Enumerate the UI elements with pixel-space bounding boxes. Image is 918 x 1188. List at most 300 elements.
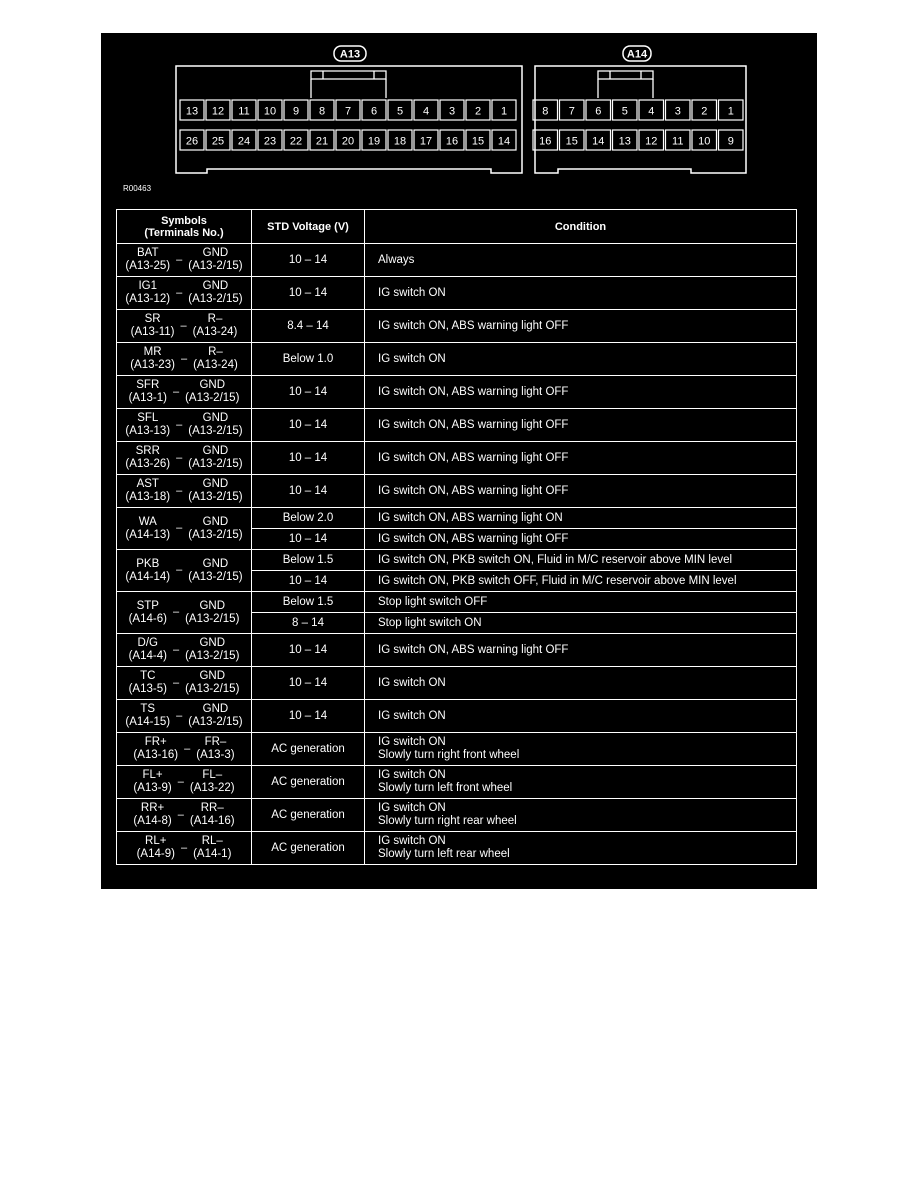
symbol-positive-name: FL+ <box>142 769 163 781</box>
symbol-negative <box>188 280 242 306</box>
symbol-positive-name: AST <box>136 478 159 490</box>
table-row <box>117 733 797 766</box>
connector-a14-pin-label: 12 <box>645 135 658 148</box>
symbol-negative-terminal: (A13-2/15) <box>188 491 243 503</box>
symbol-negative-terminal: (A13-2/15) <box>188 458 243 470</box>
symbol-negative-name: GND <box>202 280 229 292</box>
connector-a13-latch <box>311 71 386 79</box>
connector-a14-pin-label: 1 <box>727 105 734 118</box>
symbol-negative <box>188 247 242 273</box>
symbol-cell <box>117 310 252 343</box>
symbol-positive-terminal: (A14-8) <box>133 815 172 827</box>
symbol-positive-name: SR <box>144 313 161 325</box>
voltage-cell: 8.4 – 14 <box>252 310 365 343</box>
symbol-pair <box>117 670 251 696</box>
condition-line: Stop light switch OFF <box>378 595 488 608</box>
voltage-cell: AC generation <box>252 832 365 865</box>
condition-cell <box>365 667 797 700</box>
connector-a14-pin-label: 7 <box>568 105 575 118</box>
condition-line: IG switch ON, ABS warning light OFF <box>378 319 569 332</box>
symbol-negative-terminal: (A14-16) <box>189 815 235 827</box>
symbol-negative-name: GND <box>202 412 229 424</box>
symbol-positive-terminal: (A13-9) <box>133 782 172 794</box>
table-row <box>117 766 797 799</box>
table-row <box>117 700 797 733</box>
symbol-positive <box>133 802 171 828</box>
symbol-dash: – <box>180 841 188 854</box>
symbol-negative-name: FL– <box>202 769 223 781</box>
connector-a14-pin-label: 2 <box>701 105 708 118</box>
connector-a14 <box>533 46 746 173</box>
connector-a13-pin-label: 15 <box>471 135 485 148</box>
condition-cell <box>365 634 797 667</box>
symbol-positive <box>125 412 170 438</box>
connector-a13-pin-label: 16 <box>445 135 459 148</box>
symbol-positive <box>131 313 175 339</box>
symbol-negative-terminal: (A13-2/15) <box>188 570 243 583</box>
symbol-negative-name: GND <box>202 247 229 259</box>
symbol-pair <box>117 313 251 339</box>
table-row <box>117 508 797 529</box>
connector-a13-pin-label: 9 <box>292 105 300 118</box>
connector-diagram <box>101 33 817 203</box>
symbol-positive-name: MR <box>143 346 162 358</box>
header-voltage: STD Voltage (V) <box>252 210 365 244</box>
symbol-dash: – <box>176 522 183 534</box>
symbol-cell <box>117 376 252 409</box>
symbol-negative-terminal: (A13-2/15) <box>185 392 240 404</box>
voltage-cell: 10 – 14 <box>252 634 365 667</box>
symbol-pair <box>117 802 251 828</box>
symbol-positive <box>129 637 167 663</box>
connector-a14-pin-label: 8 <box>542 105 549 118</box>
connector-a14-pin-label: 5 <box>621 105 628 118</box>
symbol-negative <box>196 736 234 762</box>
symbol-negative-terminal: (A13-2/15) <box>188 260 243 272</box>
symbol-cell <box>117 700 252 733</box>
condition-line: IG switch ON <box>378 769 446 781</box>
symbol-negative-name: RR– <box>200 802 224 814</box>
symbol-negative-name: GND <box>202 557 229 570</box>
table-row <box>117 634 797 667</box>
symbol-positive <box>125 478 170 504</box>
symbol-negative <box>188 412 242 438</box>
connector-a13-label: A13 <box>339 48 361 61</box>
voltage-cell: AC generation <box>252 733 365 766</box>
symbol-positive <box>133 769 171 795</box>
symbol-negative <box>193 835 231 861</box>
header-symbols-sub: (Terminals No.) <box>144 226 224 239</box>
symbol-cell <box>117 733 252 766</box>
connector-a13-pin-label: 21 <box>315 135 329 148</box>
voltage-cell: Below 1.5 <box>252 592 365 613</box>
symbol-positive <box>125 703 170 729</box>
condition-line: IG switch ON <box>378 835 446 847</box>
table-row <box>117 442 797 475</box>
symbol-pair <box>117 558 251 584</box>
symbol-pair <box>117 412 251 438</box>
symbol-dash: – <box>176 418 183 431</box>
symbol-negative-terminal: (A13-22) <box>189 782 235 794</box>
connector-a14-pin-label: 10 <box>698 135 711 148</box>
connector-a13-pin-label: 12 <box>211 105 225 118</box>
symbol-cell <box>117 799 252 832</box>
symbol-pair <box>117 703 251 729</box>
symbol-dash: – <box>177 808 184 821</box>
condition-line: IG switch ON <box>378 736 446 748</box>
connector-a13-pin-label: 26 <box>185 135 199 148</box>
symbol-positive-terminal: (A14-14) <box>125 570 171 583</box>
voltage-cell: 10 – 14 <box>252 277 365 310</box>
symbol-negative <box>188 558 242 584</box>
condition-cell <box>365 409 797 442</box>
condition-cell <box>365 799 797 832</box>
connector-a13-pin-label: 2 <box>474 105 482 118</box>
connector-a13 <box>176 46 522 173</box>
symbol-positive-name: IG1 <box>138 280 158 292</box>
symbol-pair <box>117 516 251 542</box>
symbol-positive <box>129 379 167 405</box>
symbol-pair <box>117 445 251 471</box>
table-row <box>117 667 797 700</box>
connector-a14-pin-label: 9 <box>727 135 734 148</box>
symbol-cell <box>117 832 252 865</box>
condition-cell <box>365 277 797 310</box>
symbol-positive-name: FR+ <box>144 736 167 748</box>
symbol-negative-name: RL– <box>201 835 223 847</box>
symbol-positive-terminal: (A14-6) <box>128 612 167 625</box>
condition-line: IG switch ON, ABS warning light OFF <box>378 484 569 497</box>
condition-line: IG switch ON, PKB switch OFF, Fluid in M/C reservoir above MIN level <box>378 574 737 587</box>
condition-line: IG switch ON, ABS warning light OFF <box>378 643 569 656</box>
symbol-positive <box>125 516 170 542</box>
connector-a13-pin-label: 13 <box>185 105 199 118</box>
condition-line: Slowly turn right front wheel <box>378 749 520 761</box>
symbol-cell <box>117 343 252 376</box>
symbol-cell <box>117 550 252 592</box>
connector-a14-pin-label: 16 <box>539 135 552 148</box>
symbol-cell <box>117 475 252 508</box>
condition-line: Slowly turn left rear wheel <box>378 848 510 860</box>
condition-cell <box>365 343 797 376</box>
symbol-pair <box>117 280 251 306</box>
table-row <box>117 310 797 343</box>
symbol-positive-terminal: (A13-13) <box>125 425 171 437</box>
connector-a14-pin-label: 15 <box>565 135 578 148</box>
symbol-positive <box>125 445 170 471</box>
symbol-negative-name: GND <box>199 379 226 391</box>
symbol-positive <box>133 736 178 762</box>
symbol-positive-terminal: (A14-4) <box>128 650 167 662</box>
table-row <box>117 799 797 832</box>
condition-line: Stop light switch ON <box>378 616 482 629</box>
symbol-positive-name: RL+ <box>145 835 167 847</box>
connector-a14-latch <box>598 71 653 79</box>
table-row <box>117 550 797 571</box>
condition-line: IG switch ON, ABS warning light OFF <box>378 385 569 398</box>
symbol-negative-terminal: (A13-3) <box>196 749 235 761</box>
symbol-negative-terminal: (A14-1) <box>193 848 232 860</box>
condition-line: IG switch ON <box>378 352 446 365</box>
symbol-negative-terminal: (A13-2/15) <box>185 650 240 662</box>
symbol-positive-terminal: (A13-1) <box>128 392 167 404</box>
connector-a14-pin-label: 14 <box>592 135 605 148</box>
symbol-negative <box>188 516 242 542</box>
symbol-positive-name: SFL <box>137 412 159 424</box>
connector-a13-pin-label: 4 <box>422 105 430 118</box>
voltage-cell: Below 1.0 <box>252 343 365 376</box>
symbol-dash: – <box>176 484 183 497</box>
voltage-cell: 10 – 14 <box>252 409 365 442</box>
connector-a13-pin-label: 1 <box>500 105 508 118</box>
symbol-dash: – <box>184 742 191 755</box>
symbol-pair <box>117 769 251 795</box>
condition-line: IG switch ON, ABS warning light OFF <box>378 532 569 545</box>
symbol-positive-name: RR+ <box>140 802 165 814</box>
condition-line: IG switch ON <box>378 709 446 722</box>
symbol-positive-terminal: (A14-9) <box>136 848 175 860</box>
connector-a13-pin-label: 18 <box>393 135 407 148</box>
table-row <box>117 409 797 442</box>
voltage-cell: 10 – 14 <box>252 442 365 475</box>
connector-a14-latch-rails <box>598 79 653 98</box>
voltage-cell: Below 1.5 <box>252 550 365 571</box>
symbol-positive-terminal: (A13-11) <box>130 326 175 338</box>
symbol-cell <box>117 766 252 799</box>
symbol-positive <box>125 247 170 273</box>
symbol-positive-terminal: (A14-13) <box>125 528 171 541</box>
symbol-positive-name: SRR <box>135 445 160 457</box>
voltage-cell: AC generation <box>252 799 365 832</box>
symbol-pair <box>117 637 251 663</box>
condition-line: IG switch ON <box>378 802 446 814</box>
voltage-cell: AC generation <box>252 766 365 799</box>
connector-a13-pin-label: 8 <box>318 105 326 118</box>
symbol-dash: – <box>176 564 183 576</box>
connector-a13-pin-label: 6 <box>370 105 378 118</box>
symbol-negative <box>193 346 238 372</box>
symbol-pair <box>117 736 251 762</box>
condition-line: IG switch ON, ABS warning light OFF <box>378 418 569 431</box>
voltage-cell: 10 – 14 <box>252 376 365 409</box>
symbol-negative-terminal: (A13-24) <box>192 326 238 338</box>
figure-code: R00463 <box>123 184 152 193</box>
symbol-negative-terminal: (A13-2/15) <box>188 293 243 305</box>
symbol-cell <box>117 409 252 442</box>
voltage-cell: 10 – 14 <box>252 529 365 550</box>
symbol-negative <box>190 769 235 795</box>
symbol-negative-name: GND <box>199 670 226 682</box>
connector-a13-pins <box>180 100 516 150</box>
header-condition: Condition <box>365 210 797 244</box>
symbol-negative-terminal: (A13-2/15) <box>188 528 243 541</box>
symbol-pair <box>117 346 251 372</box>
connector-a13-pin-label: 3 <box>448 105 456 118</box>
symbol-dash: – <box>172 606 180 618</box>
symbol-positive <box>130 346 175 372</box>
voltage-cell: 10 – 14 <box>252 571 365 592</box>
condition-cell <box>365 475 797 508</box>
condition-line: IG switch ON <box>378 286 446 299</box>
symbol-pair <box>117 835 251 861</box>
symbol-positive-name: TC <box>140 670 156 682</box>
connector-a13-pin-label: 23 <box>263 135 277 148</box>
symbol-negative <box>188 445 242 471</box>
condition-line: IG switch ON <box>378 676 446 689</box>
header-symbols-label: Symbols <box>161 214 207 227</box>
symbol-positive <box>129 670 167 696</box>
symbol-cell <box>117 244 252 277</box>
condition-cell <box>365 832 797 865</box>
symbol-dash: – <box>172 676 180 689</box>
symbol-negative-name: GND <box>202 703 229 715</box>
terminal-voltage-table <box>116 209 797 865</box>
symbol-dash: – <box>180 352 188 365</box>
symbol-cell <box>117 508 252 550</box>
symbol-negative-name: GND <box>202 445 229 457</box>
table-row <box>117 343 797 376</box>
symbol-positive-name: PKB <box>136 557 160 570</box>
table-row <box>117 376 797 409</box>
symbol-negative <box>188 478 242 504</box>
symbol-negative <box>185 379 239 405</box>
header-symbols <box>117 210 252 244</box>
symbol-positive-terminal: (A13-23) <box>130 359 175 371</box>
symbol-positive-name: D/G <box>137 637 158 649</box>
condition-cell <box>365 733 797 766</box>
connector-a13-pin-label: 22 <box>289 135 303 148</box>
symbol-positive-terminal: (A13-16) <box>133 749 179 761</box>
symbol-negative-name: GND <box>199 637 226 649</box>
condition-line: IG switch ON, ABS warning light OFF <box>378 451 569 464</box>
table-row <box>117 592 797 613</box>
condition-line: Slowly turn left front wheel <box>378 782 513 794</box>
symbol-cell <box>117 667 252 700</box>
symbol-positive-name: STP <box>136 599 159 612</box>
symbol-negative-terminal: (A13-2/15) <box>185 612 240 625</box>
symbol-negative-name: GND <box>199 599 226 612</box>
voltage-cell: 10 – 14 <box>252 667 365 700</box>
condition-cell <box>365 529 797 550</box>
symbol-negative <box>193 313 238 339</box>
symbol-negative <box>185 600 239 626</box>
symbol-cell <box>117 592 252 634</box>
symbol-positive-name: WA <box>138 515 157 528</box>
connector-a13-pin-label: 5 <box>396 105 404 118</box>
condition-line: Slowly turn right rear wheel <box>378 815 517 827</box>
symbol-positive-terminal: (A13-5) <box>128 683 167 695</box>
symbol-dash: – <box>176 253 183 266</box>
connector-a13-pin-label: 14 <box>497 135 511 148</box>
symbol-positive <box>125 280 170 306</box>
symbol-negative-name: FR– <box>204 736 227 748</box>
symbol-positive <box>137 835 175 861</box>
connector-a13-pin-label: 20 <box>341 135 355 148</box>
symbol-dash: – <box>176 286 183 299</box>
voltage-cell: 10 – 14 <box>252 244 365 277</box>
document-figure <box>101 33 817 889</box>
symbol-dash: – <box>180 319 187 332</box>
connector-a14-pin-label: 11 <box>672 135 684 148</box>
connector-a14-pin-label: 3 <box>674 105 681 118</box>
symbol-dash: – <box>177 775 184 788</box>
symbol-cell <box>117 277 252 310</box>
symbol-negative-terminal: (A13-2/15) <box>188 425 243 437</box>
symbol-positive-name: BAT <box>137 247 159 259</box>
voltage-cell: 8 – 14 <box>252 613 365 634</box>
condition-line: IG switch ON, PKB switch ON, Fluid in M/C reservoir above MIN level <box>378 553 733 566</box>
condition-cell <box>365 550 797 571</box>
symbol-pair <box>117 600 251 626</box>
symbol-dash: – <box>172 643 180 656</box>
symbol-pair <box>117 379 251 405</box>
condition-cell <box>365 442 797 475</box>
symbol-pair <box>117 478 251 504</box>
table-row <box>117 475 797 508</box>
condition-line: IG switch ON, ABS warning light ON <box>378 511 563 524</box>
symbol-cell <box>117 442 252 475</box>
connector-a13-pin-label: 10 <box>263 105 277 118</box>
symbol-positive <box>129 600 167 626</box>
symbol-dash: – <box>176 709 183 722</box>
symbol-dash: – <box>172 385 180 398</box>
table-row <box>117 277 797 310</box>
voltage-cell: 10 – 14 <box>252 475 365 508</box>
voltage-cell: 10 – 14 <box>252 700 365 733</box>
connector-a13-pin-label: 7 <box>344 105 352 118</box>
symbol-positive-name: SFR <box>136 379 160 391</box>
table-row <box>117 832 797 865</box>
symbol-positive-terminal: (A13-12) <box>125 293 171 305</box>
condition-cell <box>365 592 797 613</box>
connector-a13-latch-rails <box>311 79 386 98</box>
condition-cell <box>365 571 797 592</box>
connector-a14-label: A14 <box>626 48 648 61</box>
connector-a14-pin-label: 13 <box>618 135 631 148</box>
connector-a13-pin-label: 17 <box>419 135 433 148</box>
connector-a13-pin-label: 19 <box>367 135 381 148</box>
condition-cell <box>365 376 797 409</box>
condition-cell <box>365 766 797 799</box>
symbol-negative-name: GND <box>202 478 229 490</box>
connector-a13-pin-label: 25 <box>211 135 225 148</box>
symbol-negative-terminal: (A13-24) <box>193 359 238 371</box>
condition-cell <box>365 508 797 529</box>
symbol-negative-name: GND <box>202 515 229 528</box>
symbol-negative <box>185 670 239 696</box>
symbol-positive-name: TS <box>140 703 156 715</box>
symbol-negative-name: R– <box>207 313 223 325</box>
symbol-positive-terminal: (A13-26) <box>125 458 171 470</box>
connector-a13-pin-label: 11 <box>238 105 250 118</box>
symbol-negative <box>185 637 239 663</box>
symbol-cell <box>117 634 252 667</box>
condition-line: Always <box>378 253 415 266</box>
connector-a14-pin-label: 4 <box>648 105 655 118</box>
symbol-pair <box>117 247 251 273</box>
connector-a14-pins <box>533 100 743 150</box>
condition-cell <box>365 310 797 343</box>
symbol-positive-terminal: (A14-15) <box>125 716 171 728</box>
table-row <box>117 244 797 277</box>
condition-cell <box>365 700 797 733</box>
condition-cell <box>365 244 797 277</box>
symbol-dash: – <box>176 451 183 464</box>
symbol-negative <box>190 802 235 828</box>
symbol-positive <box>125 558 170 584</box>
voltage-cell: Below 2.0 <box>252 508 365 529</box>
symbol-negative-name: R– <box>208 346 223 358</box>
